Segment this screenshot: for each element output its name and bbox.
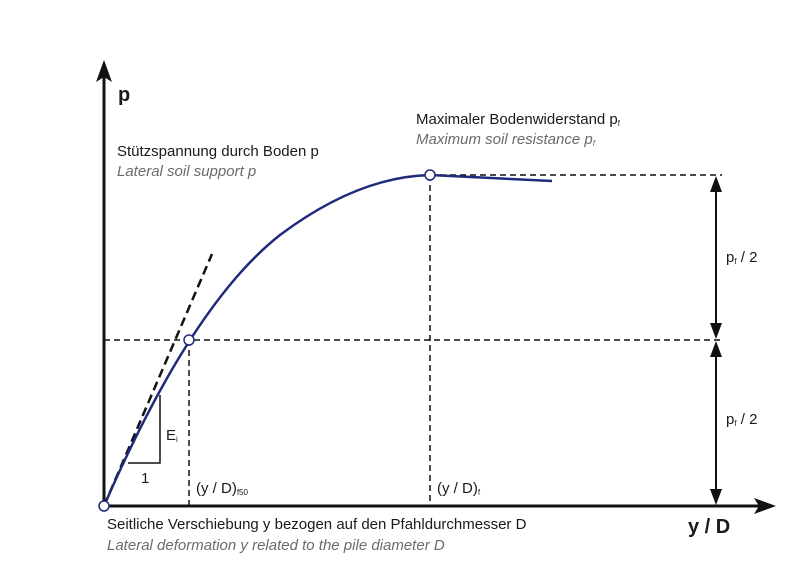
upper-half-label xyxy=(726,249,757,271)
yd50-sub: f50 xyxy=(236,488,248,497)
ydf-label xyxy=(437,480,480,502)
lower-half-tail: / 2 xyxy=(736,411,758,428)
upper-half-sub: f xyxy=(734,257,737,266)
max-point-marker xyxy=(425,170,435,180)
initial-stiffness-label xyxy=(166,427,178,449)
upper-half-tail: / 2 xyxy=(736,249,758,266)
x-description-en: Lateral deformation y related to the pile diameter D xyxy=(107,537,445,554)
slope-triangle xyxy=(128,395,160,463)
yd50-text: (y / D) xyxy=(196,480,237,497)
max-resistance-sub-en: f xyxy=(592,139,595,148)
lower-half-label xyxy=(726,411,757,433)
x-axis-title: y / D xyxy=(688,516,731,538)
lower-half-sub: f xyxy=(734,419,737,428)
ydf-sub: f xyxy=(477,488,481,497)
lower-dimension-arrowhead-bottom xyxy=(710,489,722,505)
upper-dimension-arrowhead-top xyxy=(710,176,722,192)
initial-stiffness-e: E xyxy=(166,427,177,444)
x-description-de: Seitliche Verschiebung y bezogen auf den Pfahldurchmesser D xyxy=(107,516,527,533)
max-resistance-text-de: Maximaler Bodenwiderstand p xyxy=(416,111,618,128)
support-label-en: Lateral soil support p xyxy=(117,163,257,180)
upper-dimension-arrowhead-bottom xyxy=(710,323,722,339)
upper-half-p: p xyxy=(726,249,735,266)
half-point-marker xyxy=(184,335,194,345)
ydf-text: (y / D) xyxy=(437,480,478,497)
max-resistance-label-de xyxy=(416,111,620,133)
max-resistance-text-en: Maximum soil resistance p xyxy=(416,131,593,148)
max-resistance-label-en xyxy=(416,131,595,153)
yd50-label xyxy=(196,480,248,502)
slope-unit-label: 1 xyxy=(141,470,150,487)
max-resistance-sub-de: f xyxy=(617,119,621,128)
y-axis-title: p xyxy=(118,84,131,106)
lower-dimension-arrowhead-top xyxy=(710,341,722,357)
lower-half-p: p xyxy=(726,411,735,428)
origin-marker xyxy=(99,501,109,511)
support-label-de: Stützspannung durch Boden p xyxy=(117,143,319,160)
initial-stiffness-sub: i xyxy=(176,435,178,444)
